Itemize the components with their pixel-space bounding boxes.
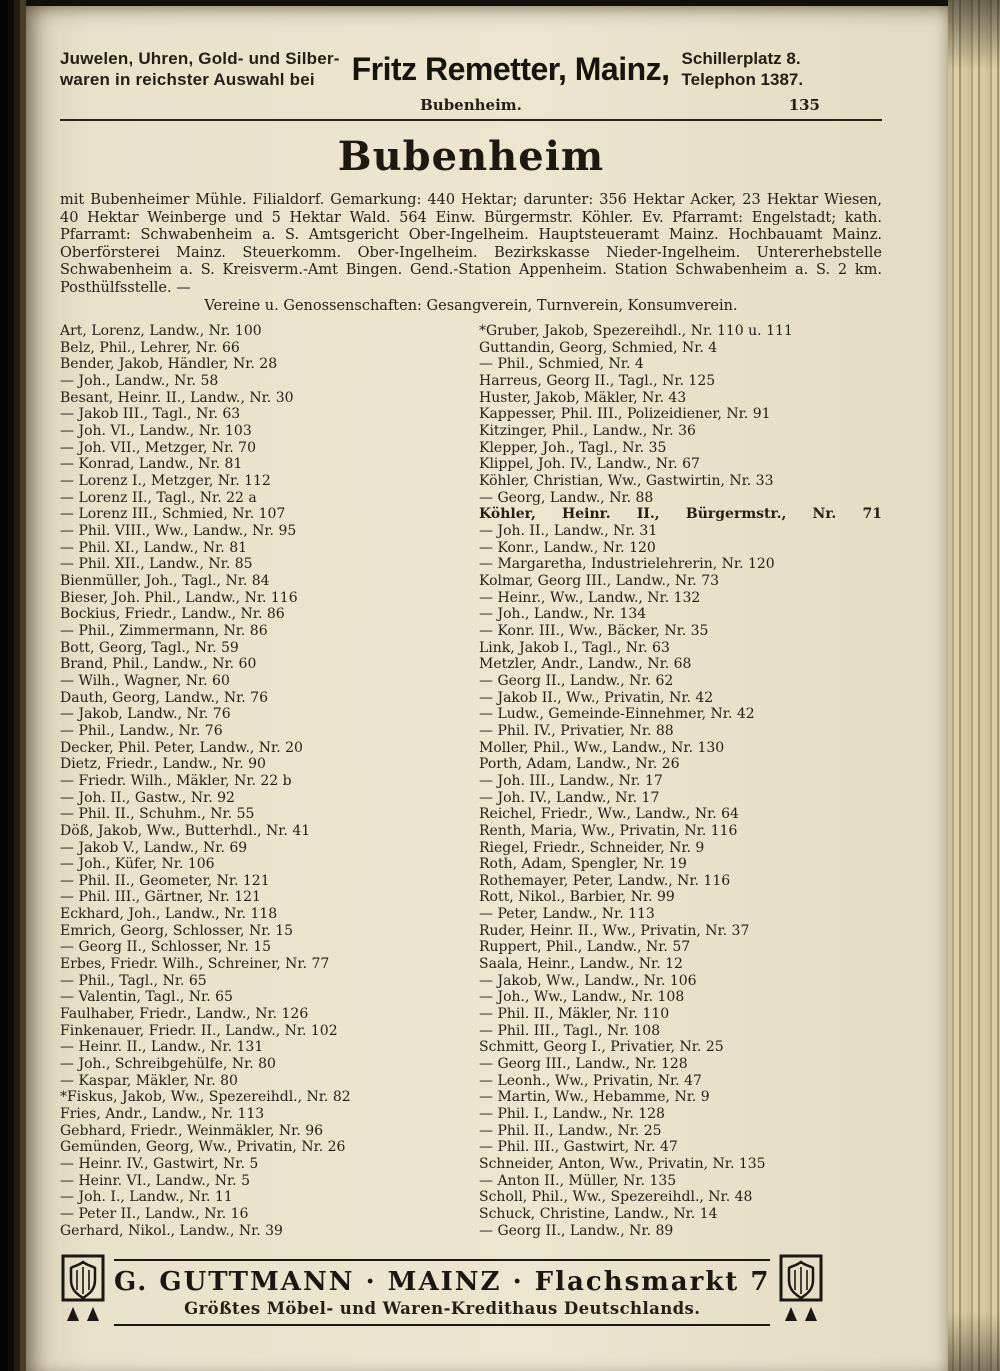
directory-entry: Köhler, Heinr. II., Bürgermstr., Nr. 71 <box>479 506 882 523</box>
directory-entry: — Konr., Landw., Nr. 120 <box>479 539 656 556</box>
intro-centered-line: Vereine u. Genossenschaften: Gesangverein, Turnverein, Konsumverein. <box>204 297 738 314</box>
directory-entry: Döß, Jakob, Ww., Butterhdl., Nr. 41 <box>60 822 311 839</box>
directory-entry: Bockius, Friedr., Landw., Nr. 86 <box>60 606 285 623</box>
directory-entry: Kappesser, Phil. III., Polizeidiener, Nr. 91 <box>479 406 771 423</box>
directory-entry: — Jakob, Landw., Nr. 76 <box>60 706 231 723</box>
directory-entry: — Heinr., Ww., Landw., Nr. 132 <box>479 589 701 606</box>
page-edges <box>948 0 1000 1371</box>
directory-entry: — Lorenz II., Tagl., Nr. 22 a <box>60 489 257 506</box>
directory-column-right <box>479 323 882 1239</box>
directory-entry: — Phil., Landw., Nr. 76 <box>60 722 223 739</box>
directory-entry: Belz, Phil., Lehrer, Nr. 66 <box>60 339 240 356</box>
directory-entry: — Anton II., Müller, Nr. 135 <box>479 1172 677 1189</box>
directory-entry: — Phil. II., Geometer, Nr. 121 <box>60 872 270 889</box>
directory-entry: — Phil. XI., Landw., Nr. 81 <box>60 539 248 556</box>
directory-entry: — Joh. IV., Landw., Nr. 17 <box>479 789 660 806</box>
directory-entry: Rothemayer, Peter, Landw., Nr. 116 <box>479 872 731 889</box>
shield-crest-icon <box>778 1253 824 1325</box>
directory-entry: — Phil. II., Landw., Nr. 25 <box>479 1122 662 1139</box>
directory-entry: — Heinr. II., Landw., Nr. 131 <box>60 1039 264 1056</box>
directory-entry: — Phil. III., Gärtner, Nr. 121 <box>60 889 261 906</box>
directory-entry: — Wilh., Wagner, Nr. 60 <box>60 672 230 689</box>
directory-entry: Dauth, Georg, Landw., Nr. 76 <box>60 689 268 706</box>
directory-entry: Roth, Adam, Spengler, Nr. 19 <box>479 856 687 873</box>
running-head: Bubenheim. <box>420 96 522 114</box>
directory-entry: — Joh., Landw., Nr. 58 <box>60 373 219 390</box>
advertiser-name: Fritz Remetter, Mainz, <box>351 50 670 87</box>
directory-entry: Link, Jakob I., Tagl., Nr. 63 <box>479 639 670 656</box>
directory-entry: Kitzinger, Phil., Landw., Nr. 36 <box>479 423 696 440</box>
directory-entry: — Joh. II., Landw., Nr. 31 <box>479 523 658 540</box>
directory-entry: — Phil. II., Mäkler, Nr. 110 <box>479 1006 670 1023</box>
directory-entry: Faulhaber, Friedr., Landw., Nr. 126 <box>60 1006 309 1023</box>
directory-page <box>26 6 948 1371</box>
directory-entry: — Phil. I., Landw., Nr. 128 <box>479 1106 665 1122</box>
directory-entry: Bender, Jakob, Händler, Nr. 28 <box>60 356 278 373</box>
intro-paragraph: mit Bubenheimer Mühle. Filialdorf. Gemarkung: 440 Hektar; darunter: 356 Hektar Acker, 23 Hektar Wiesen, 40 Hektar Weinberge und 5 Hektar Wald. 564 Einw. Bürgermstr. Köhler. Ev. Pfarramt: Engelstadt; kath. Pfarramt: Schwabenheim a. S. Amtsgericht Ober-Ingelheim. Hauptsteueramt Mainz. Hochbauamt Mainz. Oberförsterei Mainz. Steuerkomm. Ober-Ingelheim. Bezirkskasse Nieder-Ingelheim. Untererhebstelle Schwabenheim a. S. Kreisverm.-Amt Bingen. Gend.-Station Appenheim. Station Schwabenheim a. S. 2 km. Posthülfsstelle. — <box>60 192 882 296</box>
directory-entry: — Lorenz I., Metzger, Nr. 112 <box>60 473 271 490</box>
directory-entry: Schuck, Christine, Landw., Nr. 14 <box>479 1205 718 1222</box>
book-spine-shadow <box>0 0 26 1371</box>
directory-entry: — Ludw., Gemeinde-Einnehmer, Nr. 42 <box>479 706 755 723</box>
directory-entry: — Joh. I., Landw., Nr. 11 <box>60 1189 233 1206</box>
directory-entry: Fries, Andr., Landw., Nr. 113 <box>60 1106 265 1122</box>
bottom-advertisement <box>60 1253 808 1326</box>
directory-entry: — Phil. XII., Landw., Nr. 85 <box>60 556 253 573</box>
directory-entry: — Kaspar, Mäkler, Nr. 80 <box>60 1072 238 1089</box>
top-advertisement <box>60 48 882 90</box>
directory-entry: Ruder, Heinr. II., Ww., Privatin, Nr. 37 <box>479 922 750 939</box>
directory-entry: Besant, Heinr. II., Landw., Nr. 30 <box>60 389 294 406</box>
directory-entry: — Joh., Küfer, Nr. 106 <box>60 856 215 873</box>
directory-entry: Huster, Jakob, Mäkler, Nr. 43 <box>479 389 687 406</box>
directory-entry: Erbes, Friedr. Wilh., Schreiner, Nr. 77 <box>60 956 330 973</box>
directory-entry: — Margaretha, Industrielehrerin, Nr. 120 <box>479 556 775 573</box>
directory-entry: — Georg, Landw., Nr. 88 <box>479 489 654 506</box>
directory-entry: Brand, Phil., Landw., Nr. 60 <box>60 656 257 673</box>
directory-entry: Finkenauer, Friedr. II., Landw., Nr. 102 <box>60 1022 338 1039</box>
ad-left-line2: waren in reichster Auswahl bei <box>60 70 315 89</box>
shield-crest-icon <box>60 1253 106 1325</box>
directory-entry: — Peter, Landw., Nr. 113 <box>479 906 655 923</box>
directory-entry: — Joh., Schreibgehülfe, Nr. 80 <box>60 1056 276 1073</box>
directory-entry: Kolmar, Georg III., Landw., Nr. 73 <box>479 573 720 589</box>
directory-entry: Gerhard, Nikol., Landw., Nr. 39 <box>60 1222 283 1239</box>
directory-entry: — Joh. II., Gastw., Nr. 92 <box>60 789 235 806</box>
directory-entry: — Phil., Tagl., Nr. 65 <box>60 972 207 989</box>
directory-entry: — Phil. II., Schuhm., Nr. 55 <box>60 806 255 823</box>
directory-entry: — Georg II., Landw., Nr. 62 <box>479 672 674 689</box>
directory-entry: Decker, Phil. Peter, Landw., Nr. 20 <box>60 739 303 756</box>
directory-entry: — Heinr. IV., Gastwirt, Nr. 5 <box>60 1155 259 1172</box>
directory-entry: — Georg II., Schlosser, Nr. 15 <box>60 939 272 956</box>
directory-entry: — Lorenz III., Schmied, Nr. 107 <box>60 506 286 523</box>
directory-entry: — Konrad, Landw., Nr. 81 <box>60 456 243 473</box>
directory-entry: — Konr. III., Ww., Bäcker, Nr. 35 <box>479 622 709 639</box>
directory-entry: Klippel, Joh. IV., Landw., Nr. 67 <box>479 456 700 473</box>
directory-entry: — Joh., Ww., Landw., Nr. 108 <box>479 989 685 1006</box>
directory-entry: Eckhard, Joh., Landw., Nr. 118 <box>60 906 278 923</box>
directory-entry: — Friedr. Wilh., Mäkler, Nr. 22 b <box>60 772 292 789</box>
bottom-ad-top-rule <box>114 1259 770 1261</box>
directory-entry: *Gruber, Jakob, Spezereihdl., Nr. 110 u. 111 <box>479 323 793 340</box>
directory-entry: — Phil. III., Tagl., Nr. 108 <box>479 1022 661 1039</box>
ad-left-text <box>60 48 340 90</box>
directory-entry: Ruppert, Phil., Landw., Nr. 57 <box>479 939 691 956</box>
directory-entry: *Fiskus, Jakob, Ww., Spezereihdl., Nr. 82 <box>60 1089 351 1106</box>
directory-entry: Saala, Heinr., Landw., Nr. 12 <box>479 956 683 973</box>
directory-entry: Porth, Adam, Landw., Nr. 26 <box>479 756 680 773</box>
directory-entry: — Martin, Ww., Hebamme, Nr. 9 <box>479 1089 710 1106</box>
ad-left-line1: Juwelen, Uhren, Gold- und Silber- <box>60 49 340 68</box>
directory-entry: Harreus, Georg II., Tagl., Nr. 125 <box>479 373 716 390</box>
directory-entry: Klepper, Joh., Tagl., Nr. 35 <box>479 439 667 456</box>
header-divider-rule <box>60 119 882 121</box>
directory-entry: Gebhard, Friedr., Weinmäkler, Nr. 96 <box>60 1122 324 1139</box>
directory-entry: Renth, Maria, Ww., Privatin, Nr. 116 <box>479 822 738 839</box>
directory-entry: — Peter II., Landw., Nr. 16 <box>60 1205 249 1222</box>
directory-entry: Gemünden, Georg, Ww., Privatin, Nr. 26 <box>60 1139 346 1156</box>
directory-entry: Emrich, Georg, Schlosser, Nr. 15 <box>60 922 294 939</box>
directory-entry: Guttandin, Georg, Schmied, Nr. 4 <box>479 339 718 356</box>
ad-right-text <box>682 48 804 90</box>
directory-entry: — Joh. III., Landw., Nr. 17 <box>479 772 663 789</box>
directory-entry: — Joh., Landw., Nr. 134 <box>479 606 647 623</box>
directory-entry: — Joh. VI., Landw., Nr. 103 <box>60 423 252 440</box>
directory-entry: — Valentin, Tagl., Nr. 65 <box>60 989 233 1006</box>
directory-entry: — Heinr. VI., Landw., Nr. 5 <box>60 1172 250 1189</box>
directory-entry: Riegel, Friedr., Schneider, Nr. 9 <box>479 839 705 856</box>
directory-entry: Metzler, Andr., Landw., Nr. 68 <box>479 656 692 673</box>
directory-entry: — Jakob, Ww., Landw., Nr. 106 <box>479 972 697 989</box>
directory-entry: — Georg II., Landw., Nr. 89 <box>479 1222 674 1239</box>
directory-entry: Reichel, Friedr., Ww., Landw., Nr. 64 <box>479 806 739 823</box>
directory-entry: — Phil. III., Gastwirt, Nr. 47 <box>479 1139 678 1156</box>
bottom-ad-headline: G. GUTTMANN · MAINZ · Flachsmarkt 7 <box>114 1267 771 1298</box>
directory-entry: Schneider, Anton, Ww., Privatin, Nr. 135 <box>479 1155 766 1172</box>
directory-entry: — Georg III., Landw., Nr. 128 <box>479 1056 688 1073</box>
directory-entry: Bott, Georg, Tagl., Nr. 59 <box>60 639 239 656</box>
directory-entry: Scholl, Phil., Ww., Spezereihdl., Nr. 48 <box>479 1189 753 1206</box>
directory-entry: — Phil. IV., Privatier, Nr. 88 <box>479 722 674 739</box>
directory-entry: — Jakob II., Ww., Privatin, Nr. 42 <box>479 689 714 706</box>
directory-entry: — Phil., Schmied, Nr. 4 <box>479 356 644 373</box>
directory-entry: Art, Lorenz, Landw., Nr. 100 <box>60 323 262 340</box>
directory-entry: Dietz, Friedr., Landw., Nr. 90 <box>60 756 266 773</box>
page-number: 135 <box>788 96 820 114</box>
ad-address: Schillerplatz 8. <box>681 49 801 68</box>
directory-entry: Moller, Phil., Ww., Landw., Nr. 130 <box>479 739 725 756</box>
directory-entry: Schmitt, Georg I., Privatier, Nr. 25 <box>479 1039 724 1056</box>
directory-entry: — Jakob III., Tagl., Nr. 63 <box>60 406 241 423</box>
directory-entry: — Jakob V., Landw., Nr. 69 <box>60 839 248 856</box>
directory-entry: Bieser, Joh. Phil., Landw., Nr. 116 <box>60 589 298 606</box>
directory-entry: Rott, Nikol., Barbier, Nr. 99 <box>479 889 675 906</box>
directory-columns <box>60 323 882 1239</box>
directory-column-left <box>60 323 463 1239</box>
bottom-ad-subline: Größtes Möbel- und Waren-Kredithaus Deutschlands. <box>184 1299 701 1319</box>
section-title: Bubenheim <box>337 133 605 180</box>
directory-entry: — Joh. VII., Metzger, Nr. 70 <box>60 439 256 456</box>
directory-entry: — Leonh., Ww., Privatin, Nr. 47 <box>479 1072 702 1089</box>
directory-entry: — Phil., Zimmermann, Nr. 86 <box>60 622 268 639</box>
directory-entry: Bienmüller, Joh., Tagl., Nr. 84 <box>60 573 270 589</box>
ad-telephone: Telephon 1387. <box>681 70 804 89</box>
bottom-ad-bottom-rule <box>114 1324 770 1326</box>
bottom-ad-text-block <box>114 1253 770 1326</box>
directory-entry: Köhler, Christian, Ww., Gastwirtin, Nr. 33 <box>479 473 774 490</box>
running-head-row <box>60 96 882 114</box>
directory-entry: — Phil. VIII., Ww., Landw., Nr. 95 <box>60 523 297 540</box>
